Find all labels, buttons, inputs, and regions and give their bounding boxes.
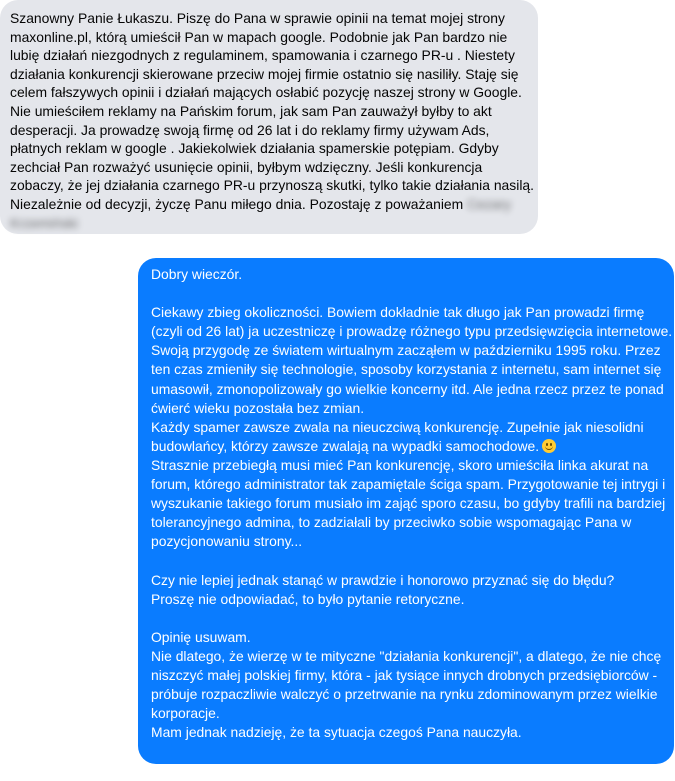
- message-line: Nie umieściłem reklamy na Pańskim forum, jak sam Pan zauważył byłby to akt: [10, 102, 492, 119]
- message-line: Proszę nie odpowiadać, to było pytanie retoryczne.: [151, 590, 465, 607]
- message-line: (czyli od 26 lat) ja uczestniczę i prowadzę różnego typu przedsięwzięcia internetowe.: [151, 323, 673, 340]
- message-line: zechciał Pan rozważyć usunięcie opinii, byłbym wdzięczny. Jeśli konkurencja: [10, 158, 483, 175]
- message-line: celem fałszywych opinii i działań mających osłabić pozycję naszej strony w Google.: [10, 84, 522, 101]
- paragraph-gap: [151, 551, 664, 570]
- message-line: [10, 214, 526, 233]
- message-line: maxonline.pl, którą umieścił Pan w mapach google. Podobnie jak Pan bardzo nie: [10, 28, 508, 45]
- message-line: [10, 195, 526, 214]
- incoming-message-bubble[interactable]: [0, 0, 538, 234]
- message-line: Każdy spamer zawsze zwala na nieuczciwą konkurencję. Zupełnie jak niesolidni: [151, 418, 644, 435]
- closing-line: Również pozostaję z poważaniem i życzę dobrej nocy, Łukasz Aranowski: [151, 762, 601, 779]
- message-line: działania konkurencji skierowane przeciw mojej firmie ostatnio się nasiliły. Staję się: [10, 65, 519, 82]
- message-line: płatnych reklam w google . Jakiekolwiek działania spamerskie potępiam. Gdyby: [10, 140, 499, 157]
- message-line: zobaczy, że jej działania czarnego PR-u przynoszą skutki, tylko takie działania nasilą.: [10, 177, 534, 194]
- slightly-smiling-face-icon: [542, 439, 556, 453]
- redacted-signature-first: Cezary: [467, 195, 512, 212]
- message-line: umasowił, zmonopolizowały go wielkie koncerny itd. Ale jedna rzecz przez te ponad: [151, 380, 664, 397]
- message-line: Mam jednak nadzieję, że ta sytuacja czegoś Pana nauczyła.: [151, 724, 522, 741]
- message-line: lubię działań niezgodnych z regulaminem, spamowania i czarnego PR-u . Niestety: [10, 47, 515, 64]
- paragraph-gap: [151, 284, 664, 303]
- message-line: Opinię usuwam.: [151, 628, 251, 645]
- greeting-line: Dobry wieczór.: [151, 266, 243, 282]
- message-line: pozycjonowaniu strony...: [151, 533, 303, 550]
- message-line: Szanowny Panie Łukaszu. Piszę do Pana w sprawie opinii na temat mojej strony: [10, 10, 505, 26]
- message-line: desperacji. Ja prowadzę swoją firmę od 26 lat i do reklamy firmy używam Ads,: [10, 121, 490, 138]
- outgoing-message-bubble[interactable]: [138, 258, 674, 779]
- message-line: ćwierć wieku pozostała bez zmian.: [151, 399, 365, 416]
- paragraph-gap: [151, 742, 664, 761]
- message-line: Nie dlatego, że wierzę w te mityczne "działania konkurencji", a dlatego, że nie chcę: [151, 647, 662, 664]
- message-line: wyszukanie takiego forum musiało im zająć sporo czasu, bo gdyby trafili na bardziej: [151, 495, 666, 512]
- message-line: tolerancyjnego admina, to zadziałali by przeciwko sobie wspomagając Pana w: [151, 514, 632, 531]
- message-line: forum, którego administrator tak zapamiętale ściga spam. Przygotowanie tej intrygi i: [151, 476, 666, 493]
- message-line: Ciekawy zbieg okoliczności. Bowiem dokładnie tak długo jak Pan prowadzi firmę: [151, 304, 645, 321]
- message-line: Czy nie lepiej jednak stanąć w prawdzie i honorowo przyznać się do błędu?: [151, 571, 615, 588]
- message-line: korporacje.: [151, 705, 220, 722]
- message-line: ten czas zmieniły się technologie, sposoby korzystania z internetu, sam internet się: [151, 361, 662, 378]
- message-line: Swoją przygodę ze światem wirtualnym zacząłem w październiku 1995 roku. Przez: [151, 342, 661, 359]
- message-line-text: Niezależnie od decyzji, życzę Panu miłego dnia. Pozostaję z poważaniem: [10, 195, 464, 212]
- message-line: Strasznie przebiegłą musi mieć Pan konkurencję, skoro umieściła linka akurat na: [151, 456, 649, 473]
- message-line: [151, 437, 664, 456]
- message-line: próbuje rozpaczliwie walczyć o przetrwanie na rynku zdominowanym przez wielkie: [151, 686, 658, 703]
- paragraph-gap: [151, 609, 664, 628]
- message-line-text: budowlańcy, którzy zawsze zwalają na wypadki samochodowe.: [151, 437, 540, 454]
- message-line: niszczyć małej polskiej firmy, która - jak tysiące innych drobnych przedsiębiorców -: [151, 666, 658, 683]
- redacted-signature-second: Krzemiński: [10, 214, 78, 231]
